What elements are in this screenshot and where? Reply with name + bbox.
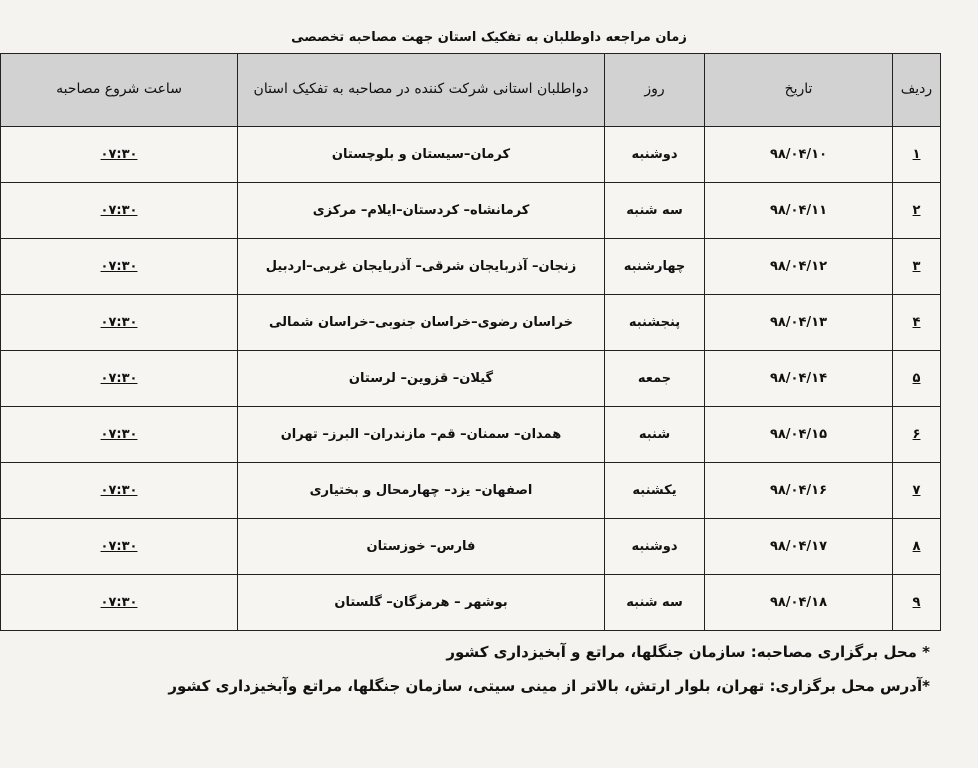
start-time-cell: ۰۷:۳۰ <box>1 127 238 183</box>
table-row <box>1 519 941 575</box>
table-row <box>1 351 941 407</box>
address-note: *آدرس محل برگزاری: تهران، بلوار ارتش، بالاتر از مینی سیتی، سازمان جنگلها، مراتع وآبخیزداری کشور <box>168 677 930 695</box>
document-title: زمان مراجعه داوطلبان به تفکیک استان جهت مصاحبه تخصصی <box>291 30 687 45</box>
day-cell: پنجشنبه <box>605 295 705 351</box>
table-row <box>1 239 941 295</box>
row-number-cell: ۸ <box>893 519 941 575</box>
provinces-cell: اصفهان– یزد– چهارمحال و بختیاری <box>238 463 605 519</box>
start-time-cell: ۰۷:۳۰ <box>1 295 238 351</box>
provinces-cell: کرمانشاه– کردستان–ایلام– مرکزی <box>238 183 605 239</box>
table-row <box>1 295 941 351</box>
day-cell: جمعه <box>605 351 705 407</box>
table-row <box>1 463 941 519</box>
row-number-cell: ۲ <box>893 183 941 239</box>
header-date: تاریخ <box>705 54 893 127</box>
day-cell: سه شنبه <box>605 183 705 239</box>
row-number-cell: ۷ <box>893 463 941 519</box>
table-row <box>1 127 941 183</box>
row-number-cell: ۴ <box>893 295 941 351</box>
row-number-cell: ۱ <box>893 127 941 183</box>
start-time-cell: ۰۷:۳۰ <box>1 351 238 407</box>
table-body <box>1 127 941 631</box>
provinces-cell: زنجان– آذربایجان شرقی– آذربایجان غربی–اردبیل <box>238 239 605 295</box>
day-cell: سه شنبه <box>605 575 705 631</box>
row-number-cell: ۳ <box>893 239 941 295</box>
table-header-row <box>1 54 941 127</box>
table-row <box>1 407 941 463</box>
provinces-cell: بوشهر – هرمزگان– گلستان <box>238 575 605 631</box>
row-number-cell: ۶ <box>893 407 941 463</box>
start-time-cell: ۰۷:۳۰ <box>1 239 238 295</box>
header-day: روز <box>605 54 705 127</box>
venue-note: * محل برگزاری مصاحبه: سازمان جنگلها، مراتع و آبخیزداری کشور <box>446 643 930 661</box>
date-cell: ۹۸/۰۴/۱۷ <box>705 519 893 575</box>
table-row <box>1 183 941 239</box>
interview-schedule-table <box>0 53 941 631</box>
day-cell: شنبه <box>605 407 705 463</box>
provinces-cell: کرمان–سیستان و بلوچستان <box>238 127 605 183</box>
day-cell: یکشنبه <box>605 463 705 519</box>
header-row-number: ردیف <box>893 54 941 127</box>
date-cell: ۹۸/۰۴/۱۲ <box>705 239 893 295</box>
date-cell: ۹۸/۰۴/۱۵ <box>705 407 893 463</box>
header-provinces: دواطلبان استانی شرکت کننده در مصاحبه به تفکیک استان <box>238 54 605 127</box>
provinces-cell: خراسان رضوی–خراسان جنوبی–خراسان شمالی <box>238 295 605 351</box>
provinces-cell: فارس– خوزستان <box>238 519 605 575</box>
row-number-cell: ۵ <box>893 351 941 407</box>
row-number-cell: ۹ <box>893 575 941 631</box>
start-time-cell: ۰۷:۳۰ <box>1 575 238 631</box>
header-start-time: ساعت شروع مصاحبه <box>1 54 238 127</box>
date-cell: ۹۸/۰۴/۱۸ <box>705 575 893 631</box>
day-cell: چهارشنبه <box>605 239 705 295</box>
start-time-cell: ۰۷:۳۰ <box>1 463 238 519</box>
day-cell: دوشنبه <box>605 127 705 183</box>
table-row <box>1 575 941 631</box>
provinces-cell: گیلان– قزوین– لرستان <box>238 351 605 407</box>
date-cell: ۹۸/۰۴/۱۳ <box>705 295 893 351</box>
provinces-cell: همدان– سمنان– قم– مازندران– البرز– تهران <box>238 407 605 463</box>
start-time-cell: ۰۷:۳۰ <box>1 407 238 463</box>
date-cell: ۹۸/۰۴/۱۶ <box>705 463 893 519</box>
date-cell: ۹۸/۰۴/۱۱ <box>705 183 893 239</box>
start-time-cell: ۰۷:۳۰ <box>1 519 238 575</box>
date-cell: ۹۸/۰۴/۱۰ <box>705 127 893 183</box>
notes-section <box>30 635 930 703</box>
start-time-cell: ۰۷:۳۰ <box>1 183 238 239</box>
date-cell: ۹۸/۰۴/۱۴ <box>705 351 893 407</box>
day-cell: دوشنبه <box>605 519 705 575</box>
